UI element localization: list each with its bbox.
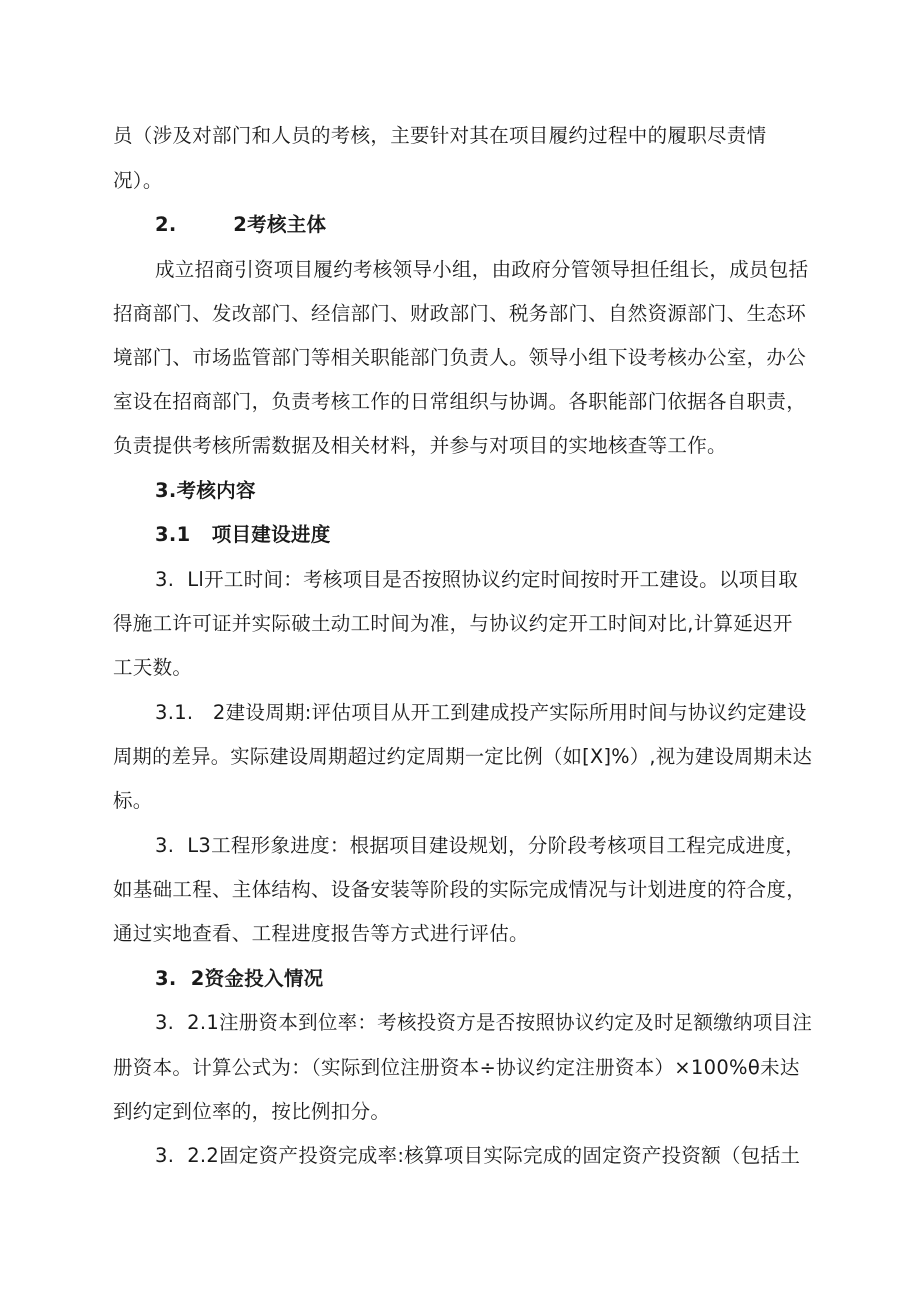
paragraph-line: 境部门、市场监管部门等相关职能部门负责人。领导小组下设考核办公室，办公 [113,346,807,369]
paragraph-line: 3.1. 2建设周期:评估项目从开工到建成投产实际所用时间与协议约定建设 [155,701,807,724]
paragraph-line: 周期的差异。实际建设周期超过约定周期一定比例（如[X]%）,视为建设周期未达 [113,745,813,768]
paragraph-line: 通过实地查看、工程进度报告等方式进行评估。 [113,922,529,945]
paragraph-line: 况）。 [113,169,163,192]
paragraph-line: 员（涉及对部门和人员的考核，主要针对其在项目履约过程中的履职尽责情 [113,124,767,147]
subsection-heading: 3. 2资金投入情况 [155,967,324,990]
paragraph-line: 到约定到位率的，按比例扣分。 [113,1100,391,1123]
paragraph-line: 册资本。计算公式为：（实际到位注册资本÷协议约定注册资本）×100%θ未达 [113,1056,800,1079]
paragraph-line: 得施工许可证并实际破土动工时间为准，与协议约定开工时间对比,计算延迟开 [113,612,793,635]
paragraph-line: 3. L3工程形象进度：根据项目建设规划，分阶段考核项目工程完成进度， [155,834,806,857]
section-heading: 2. 2考核主体 [155,213,327,236]
paragraph-line: 工天数。 [113,656,193,679]
paragraph-line: 招商部门、发改部门、经信部门、财政部门、税务部门、自然资源部门、生态环 [113,302,807,325]
section-heading: 3.考核内容 [155,479,256,502]
paragraph-line: 3. 2.2固定资产投资完成率:核算项目实际完成的固定资产投资额（包括土 [155,1144,801,1167]
paragraph-line: 标。 [113,789,153,812]
paragraph-line: 3. 2.1注册资本到位率：考核投资方是否按照协议约定及时足额缴纳项目注 [155,1011,813,1034]
paragraph-line: 负责提供考核所需数据及相关材料，并参与对项目的实地核查等工作。 [113,434,727,457]
paragraph-line: 3. Ll开工时间：考核项目是否按照协议约定时间按时开工建设。以项目取 [155,568,799,591]
paragraph-line: 室设在招商部门，负责考核工作的日常组织与协调。各职能部门依据各自职责， [113,390,807,413]
paragraph-line: 成立招商引资项目履约考核领导小组，由政府分管领导担任组长，成员包括 [155,258,809,281]
subsection-heading: 3.1 项目建设进度 [155,523,331,546]
paragraph-line: 如基础工程、主体结构、设备安装等阶段的实际完成情况与计划进度的符合度， [113,878,807,901]
